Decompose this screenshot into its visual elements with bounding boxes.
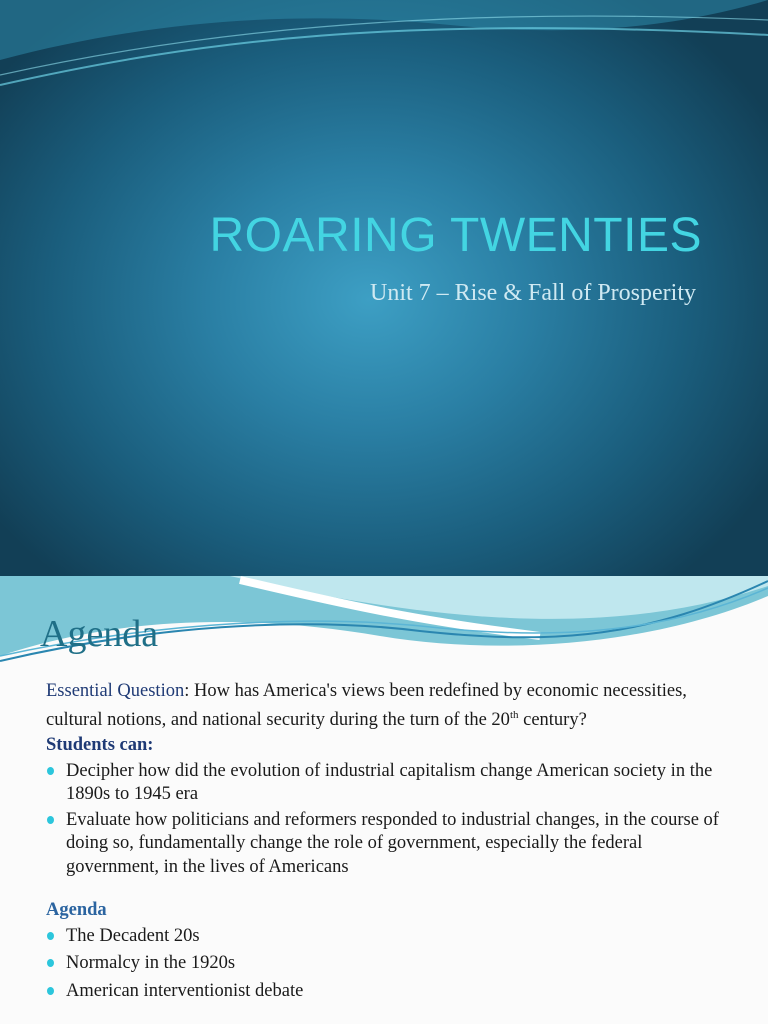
list-item [46, 760, 736, 807]
slide-subtitle: Unit 7 – Rise & Fall of Prosperity [370, 280, 696, 306]
students-heading: Students can: [46, 735, 154, 756]
essential-text: : How has America's views been redefined by economic necessities, cultural notions, and national security during the turn of the 20 [46, 681, 687, 730]
list-item [46, 980, 736, 1004]
bullet-icon [47, 959, 54, 967]
list-item [46, 952, 736, 976]
item-text: American interventionist debate [66, 980, 304, 1001]
slide-body [46, 680, 736, 1007]
item-text: Evaluate how politicians and reformers responded to industrial changes, in the course of doing so, fundamentally change the role of government, especially the federal government, in the lives of Americans [66, 809, 719, 877]
superscript: th [509, 708, 519, 721]
bullet-icon [47, 987, 54, 995]
list-item [46, 925, 736, 949]
bullet-icon [47, 932, 54, 940]
item-text: Decipher how did the evolution of industrial capitalism change American society in the 1890s to 1945 era [66, 760, 713, 805]
essential-end: century? [518, 709, 587, 730]
students-list [46, 760, 736, 880]
agenda-heading: Agenda [46, 900, 107, 921]
slide-title: ROARING TWENTIES [209, 209, 702, 262]
essential-question [46, 680, 736, 732]
list-item [46, 809, 736, 880]
essential-label: Essential Question [46, 681, 185, 701]
agenda-slide [0, 576, 768, 1024]
slide-title: Agenda [40, 613, 159, 655]
bullet-icon [47, 767, 54, 775]
agenda-list [46, 925, 736, 1004]
item-text: The Decadent 20s [66, 925, 200, 946]
bullet-icon [47, 816, 54, 824]
item-text: Normalcy in the 1920s [66, 953, 236, 974]
